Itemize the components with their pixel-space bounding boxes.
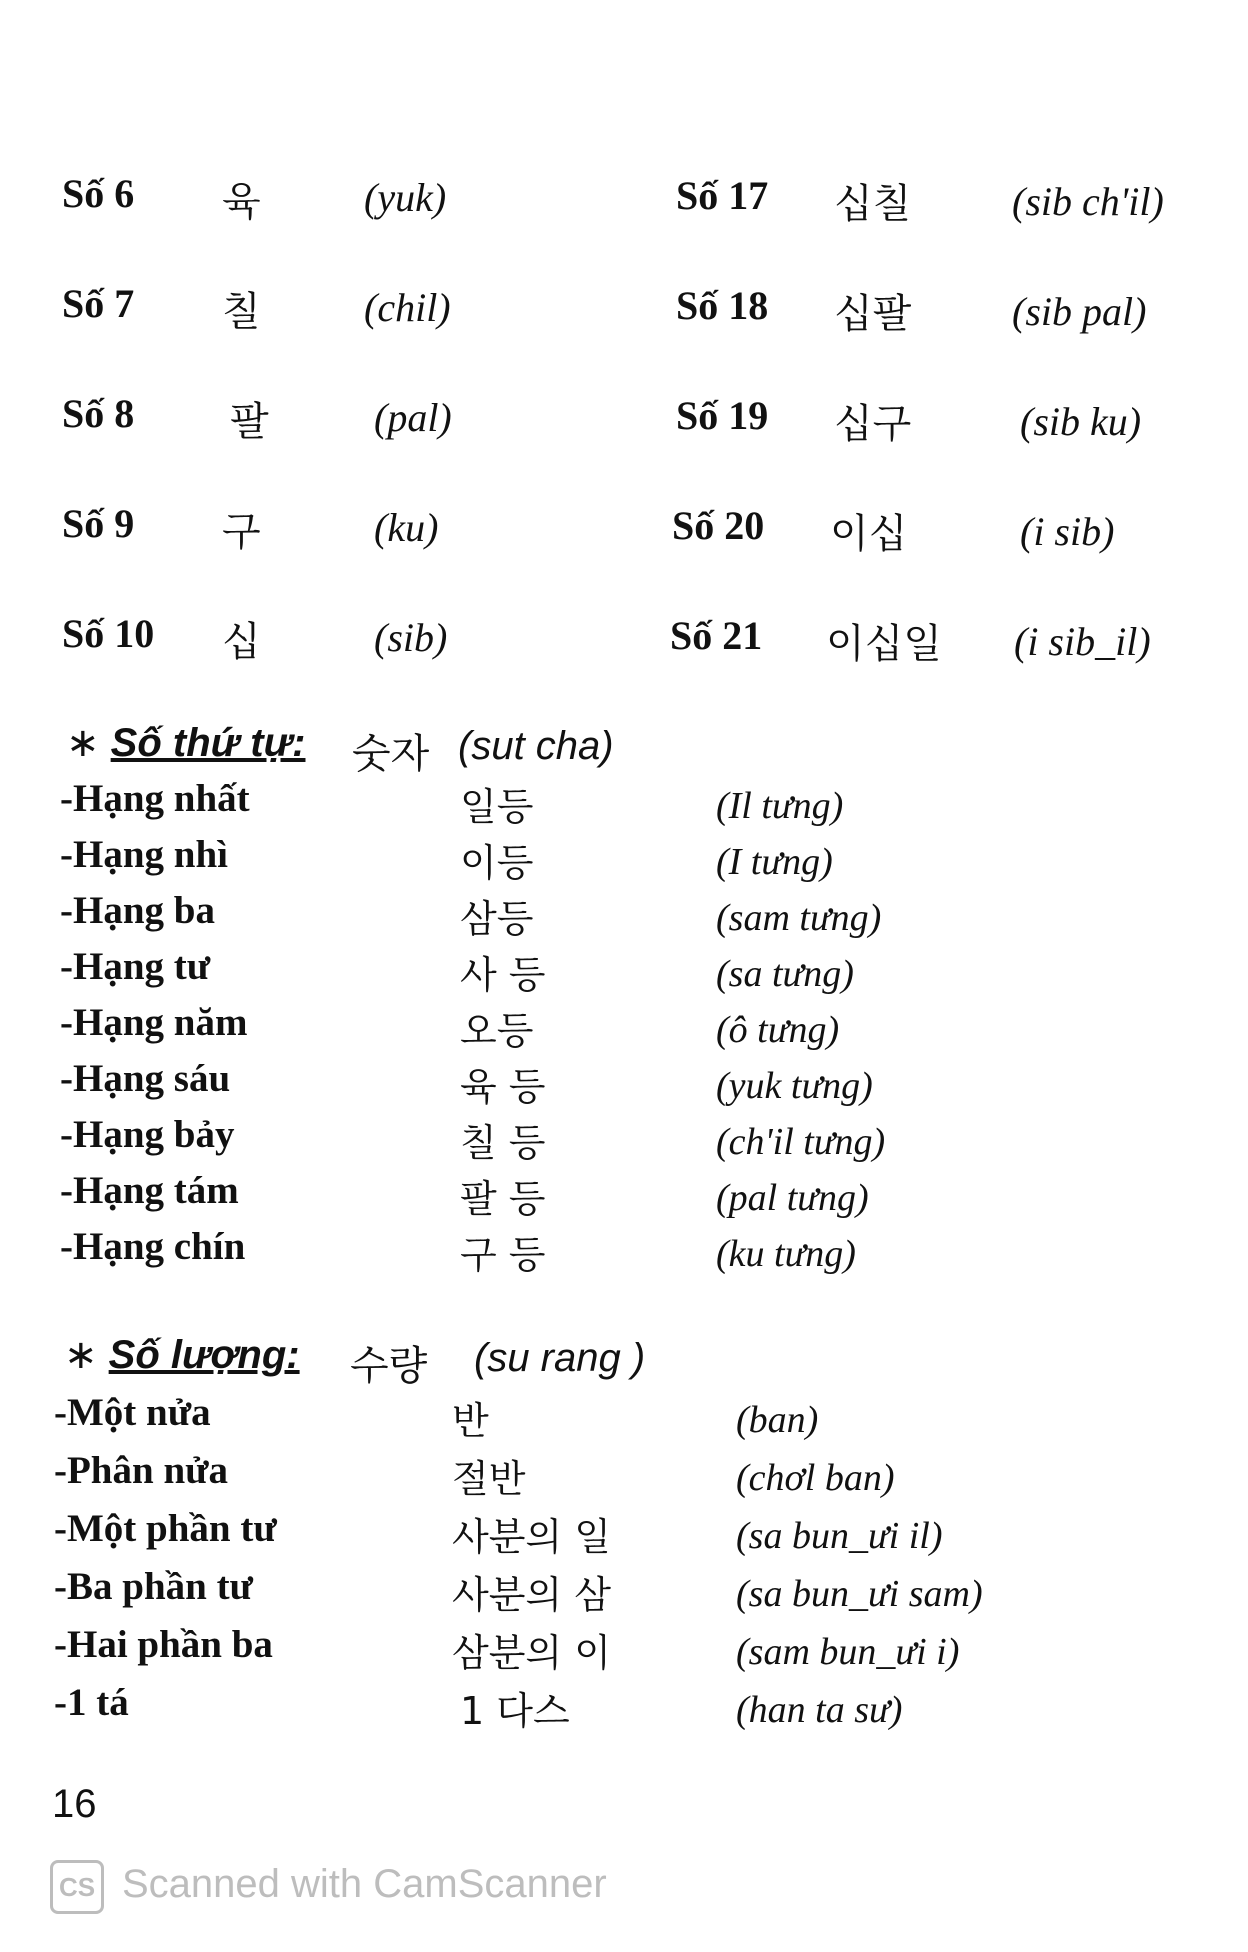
quantity-heading <box>64 1332 300 1378</box>
ordinal-korean-value: 육 등 <box>460 1065 546 1109</box>
ordinal-korean-value: 사 등 <box>460 953 546 997</box>
number-label: Số 8 <box>62 391 135 436</box>
quantity-label: -Hai phần ba <box>54 1623 273 1666</box>
ordinal-title: Số thứ tự: <box>110 721 306 765</box>
ordinal-roman-value: (ch'il tưng) <box>716 1121 886 1163</box>
number-label: Số 20 <box>672 503 765 548</box>
number-korean: 팔 <box>230 399 269 445</box>
ordinal-korean-value: 일등 <box>460 785 534 829</box>
quantity-label: -1 tá <box>54 1681 129 1724</box>
ordinal-korean: 숫자 <box>352 731 430 777</box>
number-romanization: (pal) <box>374 395 452 440</box>
number-romanization: (i sib_il) <box>1014 619 1151 664</box>
quantity-roman-value: (sa bun_ưi sam) <box>736 1573 983 1615</box>
number-romanization: (sib ch'il) <box>1012 179 1164 224</box>
ordinal-label: -Hạng nhì <box>60 833 228 876</box>
quantity-korean-value: 절반 <box>452 1457 526 1501</box>
ordinal-roman-value: (ku tưng) <box>716 1233 856 1275</box>
quantity-korean-value: 삼분의 이 <box>452 1631 611 1675</box>
number-label: Số 18 <box>676 283 769 328</box>
number-label: Số 9 <box>62 501 135 546</box>
number-label: Số 21 <box>670 613 763 658</box>
number-label: Số 7 <box>62 281 135 326</box>
number-korean: 십칠 <box>834 181 912 227</box>
quantity-label: -Phân nửa <box>54 1449 229 1492</box>
star-icon: ∗ <box>64 1333 98 1377</box>
number-korean: 구 <box>222 509 261 555</box>
number-korean: 칠 <box>222 289 261 335</box>
ordinal-label: -Hạng năm <box>60 1001 248 1044</box>
page-number: 16 <box>52 1782 97 1826</box>
number-korean: 십구 <box>834 401 912 447</box>
number-romanization: (sib pal) <box>1012 289 1147 334</box>
quantity-label: -Một nửa <box>54 1391 211 1434</box>
ordinal-roman-value: (I tưng) <box>716 841 833 883</box>
quantity-title: Số lượng: <box>108 1333 300 1377</box>
ordinal-label: -Hạng tám <box>60 1169 239 1212</box>
ordinal-korean-value: 삼등 <box>460 897 534 941</box>
number-romanization: (yuk) <box>364 175 447 220</box>
ordinal-korean-value: 칠 등 <box>460 1121 546 1165</box>
quantity-roman-value: (sa bun_ưi il) <box>736 1515 943 1557</box>
ordinal-roman-value: (yuk tưng) <box>716 1065 873 1107</box>
number-romanization: (sib) <box>374 615 448 660</box>
number-korean: 십 <box>222 619 261 665</box>
number-romanization: (i sib) <box>1020 509 1115 554</box>
quantity-korean: 수량 <box>350 1343 428 1389</box>
number-romanization: (sib ku) <box>1020 399 1142 444</box>
number-label: Số 19 <box>676 393 769 438</box>
ordinal-label: -Hạng nhất <box>60 777 250 820</box>
number-romanization: (chil) <box>364 285 451 330</box>
camscanner-logo-icon: CS <box>50 1860 104 1914</box>
ordinal-roman-value: (pal tưng) <box>716 1177 869 1219</box>
quantity-label: -Một phần tư <box>54 1507 277 1550</box>
star-icon: ∗ <box>66 721 100 765</box>
ordinal-korean-value: 구 등 <box>460 1233 546 1277</box>
ordinal-roman-value: (sa tưng) <box>716 953 854 995</box>
number-korean: 이십일 <box>826 621 942 667</box>
number-label: Số 6 <box>62 171 135 216</box>
ordinal-label: -Hạng chín <box>60 1225 246 1268</box>
ordinal-roman-value: (Il tưng) <box>716 785 844 827</box>
ordinal-korean-value: 오등 <box>460 1009 534 1053</box>
ordinal-romanization: (sut cha) <box>458 724 614 768</box>
quantity-korean-value: 사분의 일 <box>452 1515 611 1559</box>
number-korean: 육 <box>222 179 261 225</box>
ordinal-label: -Hạng tư <box>60 945 211 988</box>
quantity-roman-value: (han ta sư) <box>736 1689 903 1731</box>
ordinal-label: -Hạng ba <box>60 889 215 932</box>
quantity-romanization: (su rang ) <box>474 1336 646 1380</box>
quantity-roman-value: (ban) <box>736 1399 819 1441</box>
ordinal-korean-value: 이등 <box>460 841 534 885</box>
quantity-roman-value: (chơl ban) <box>736 1457 895 1499</box>
number-korean: 이십 <box>830 511 908 557</box>
number-korean: 십팔 <box>834 291 912 337</box>
quantity-korean-value: 사분의 삼 <box>452 1573 611 1617</box>
quantity-korean-value: 반 <box>452 1399 489 1443</box>
ordinal-roman-value: (ô tưng) <box>716 1009 840 1051</box>
ordinal-label: -Hạng bảy <box>60 1113 235 1156</box>
ordinal-label: -Hạng sáu <box>60 1057 231 1100</box>
ordinal-roman-value: (sam tưng) <box>716 897 882 939</box>
quantity-korean-value: 1 다스 <box>460 1689 570 1733</box>
ordinal-korean-value: 팔 등 <box>460 1177 546 1221</box>
ordinal-heading <box>66 720 305 766</box>
quantity-roman-value: (sam bun_ưi i) <box>736 1631 960 1673</box>
scanner-watermark: Scanned with CamScanner <box>122 1862 607 1906</box>
number-romanization: (ku) <box>374 505 439 550</box>
quantity-label: -Ba phần tư <box>54 1565 253 1608</box>
number-label: Số 10 <box>62 611 155 656</box>
number-label: Số 17 <box>676 173 769 218</box>
